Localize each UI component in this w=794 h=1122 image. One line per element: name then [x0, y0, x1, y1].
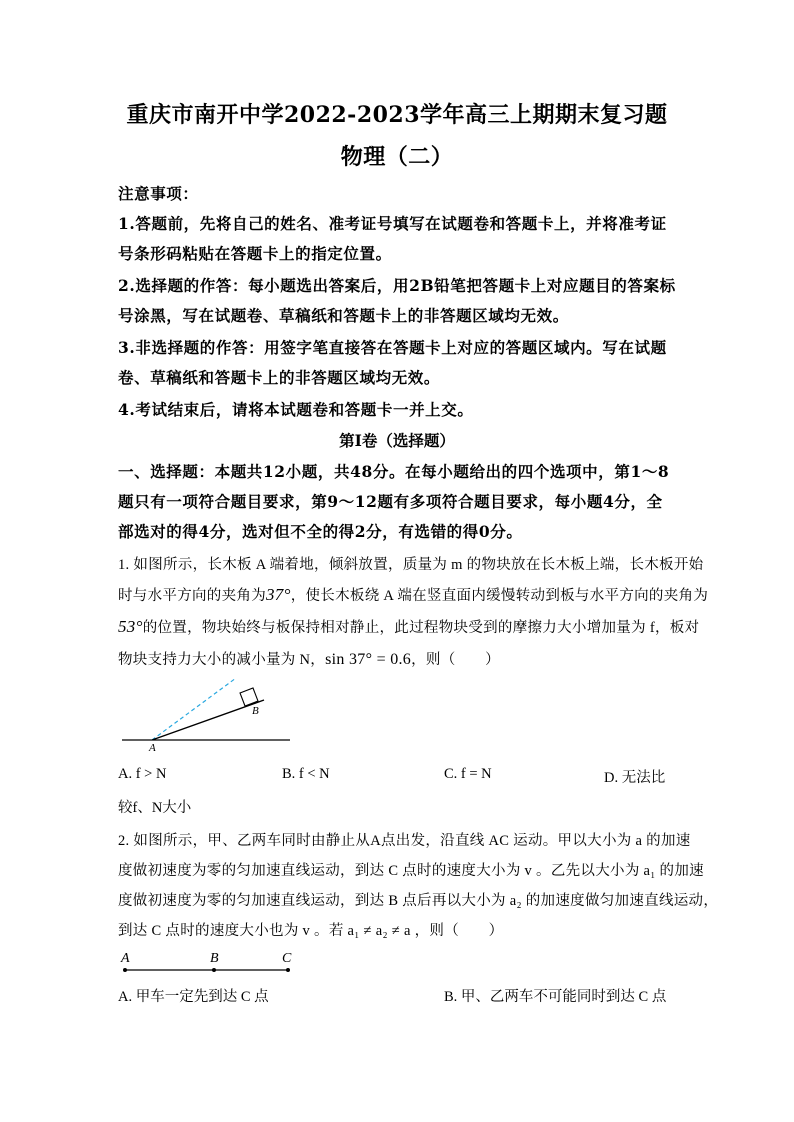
q1-option-a[interactable]: A. f > N: [118, 766, 167, 782]
page-title: 重庆市南开中学2022-2023学年高三上期期末复习题: [126, 102, 668, 128]
q1-stem-text: 时与水平方向的夹角为: [118, 588, 266, 604]
page-subtitle: 物理（二）: [340, 144, 454, 170]
point-b: [212, 968, 216, 972]
notice-line: 3.非选择题的作答：用签字笔直接答在答题卡上对应的答题区域内。写在试题: [118, 338, 667, 357]
q1-stem-line: [118, 648, 500, 669]
label-c: C: [282, 951, 292, 966]
q1-stem-line: [118, 616, 699, 637]
q1-option-c[interactable]: C. f = N: [444, 766, 492, 782]
q2-stem-line: 到达 C 点时的速度大小也为 v 。若 a₁ ≠ a₂ ≠ a ，则（ ）: [118, 923, 504, 939]
point-c: [286, 968, 290, 972]
q1-option-d[interactable]: D. 无法比: [604, 770, 666, 786]
q1-stem-line: 1. 如图所示，长木板 A 端着地，倾斜放置，质量为 m 的物块放在长木板上端，长木板开始: [118, 557, 704, 573]
q1-stem-text: ，使长木板绕 A 端在竖直面内缓慢转动到板与水平方向的夹角为: [290, 588, 709, 604]
notice-line: 号条形码粘贴在答题卡上的指定位置。: [118, 244, 392, 263]
part-one-instruction: 部选对的得4分，选对但不全的得2分，有选错的得0分。: [118, 522, 523, 541]
q1-option-d-continuation: 较f、N大小: [118, 800, 192, 816]
notice-heading: 注意事项：: [118, 184, 199, 203]
section-title: 第Ⅰ卷（选择题）: [339, 431, 455, 450]
part-one-instruction: 一、选择题：本题共12小题，共48分。在每小题给出的四个选项中，第1～8: [118, 462, 670, 481]
q1-figure: [118, 672, 298, 752]
q2-option-b[interactable]: B. 甲、乙两车不可能同时到达 C 点: [444, 989, 667, 1005]
q1-stem-text: 物块支持力大小的减小量为 N，: [118, 652, 326, 668]
notice-line: 4.考试结束后，请将本试题卷和答题卡一并上交。: [118, 400, 474, 419]
q2-stem-line: 2. 如图所示，甲、乙两车同时由静止从A点出发，沿直线 AC 运动。甲以大小为 a 的加速: [118, 833, 691, 849]
q1-option-b[interactable]: B. f < N: [282, 766, 330, 782]
q2-option-a[interactable]: A. 甲车一定先到达 C 点: [118, 989, 269, 1005]
board-final-position: [152, 678, 236, 740]
board-initial-position: [152, 700, 264, 740]
q1-angle-53: 53°: [118, 617, 143, 636]
figure-label-a: A: [149, 742, 156, 754]
part-one-instruction: 题只有一项符合题目要求，第9～12题有多项符合题目要求，每小题4分，全: [118, 492, 663, 511]
point-a: [123, 968, 127, 972]
q2-stem-line: 度做初速度为零的匀加速直线运动，到达 B 点后再以大小为 a₂ 的加速度做匀加速直线运动，: [118, 893, 719, 909]
q2-stem-line: 度做初速度为零的匀加速直线运动，到达 C 点时的速度大小为 v 。乙先以大小为 a₁ 的加速: [118, 863, 704, 879]
q1-angle-37: 37°: [266, 585, 291, 604]
label-b: B: [210, 951, 219, 966]
q1-stem-text: ，则（ ）: [411, 652, 500, 668]
notice-line: 1.答题前，先将自己的姓名、准考证号填写在试题卷和答题卡上，并将准考证: [118, 214, 667, 233]
figure-label-b: B: [252, 705, 259, 717]
notice-line: 卷、草稿纸和答题卡上的非答题区域均无效。: [118, 368, 441, 387]
notice-line: 2.选择题的作答：每小题选出答案后，用2B铅笔把答题卡上对应题目的答案标: [118, 276, 676, 295]
q1-sin-expression: sin 37° = 0.6: [325, 651, 412, 668]
q1-stem-line: [118, 584, 708, 605]
q2-figure: [118, 948, 318, 978]
notice-line: 号涂黑，写在试题卷、草稿纸和答题卡上的非答题区域均无效。: [118, 306, 569, 325]
label-a: A: [121, 951, 130, 966]
q1-stem-text: 的位置，物块始终与板保持相对静止，此过程物块受到的摩擦力大小增加量为 f，板对: [142, 620, 700, 636]
